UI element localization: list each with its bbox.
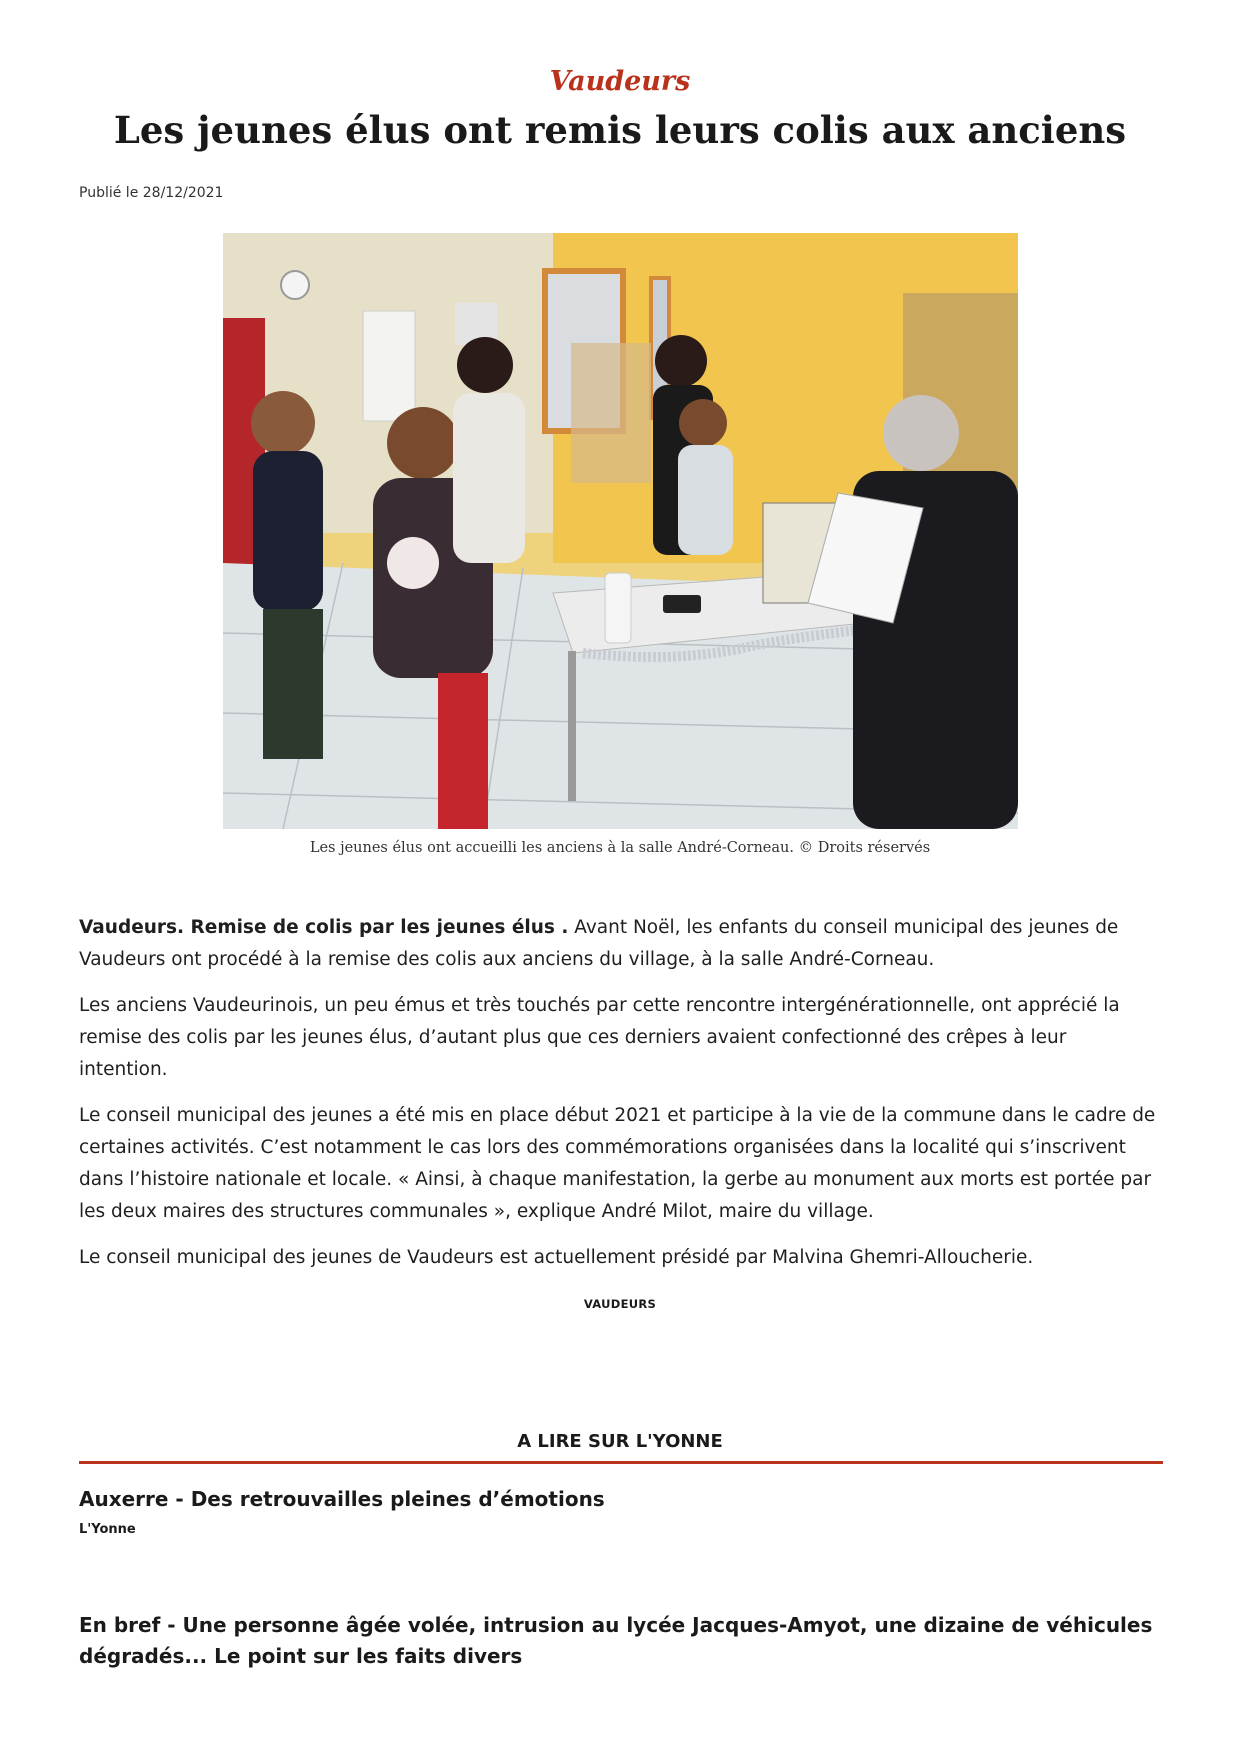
article-tag-vaudeurs[interactable]: VAUDEURS <box>583 1297 657 1311</box>
related-section-divider <box>79 1461 1163 1464</box>
related-article-source: L'Yonne <box>79 1522 136 1537</box>
lead-strong: Vaudeurs. Remise de colis par les jeunes élus . <box>79 917 569 938</box>
lead-rest: Avant Noël, les enfants du conseil municipal des jeunes de Vaudeurs ont procédé à la remise des colis aux anciens du village, à la salle André-Corneau. <box>79 917 1119 970</box>
article-title: Les jeunes élus ont remis leurs colis aux anciens <box>113 108 1127 152</box>
article-body <box>79 912 1159 1288</box>
article-paragraph-2: Les anciens Vaudeurinois, un peu émus et très touchés par cette rencontre intergénérationnelle, ont apprécié la remise des colis par les jeunes élus, d’autant plus que ces derniers avaient confectionné des crêpes à leur intention. <box>79 995 1120 1080</box>
article-paragraph-4: Le conseil municipal des jeunes de Vaudeurs est actuellement présidé par Malvina Ghemri-Alloucherie. <box>79 1247 1034 1268</box>
article-kicker[interactable]: Vaudeurs <box>549 66 691 97</box>
article-photo-illustration <box>223 233 1018 829</box>
article-lead <box>79 912 1159 976</box>
photo-caption: Les jeunes élus ont accueilli les anciens à la salle André-Corneau. © Droits réservés <box>309 840 931 856</box>
article-paragraph-3: Le conseil municipal des jeunes a été mis en place début 2021 et participe à la vie de la commune dans le cadre de certaines activités. C’est notamment le cas lors des commémorations organisées dans la localité qui s’inscrivent dans l’histoire nationale et locale. « Ainsi, à chaque manifestation, la gerbe au monument aux morts est portée par les deux maires des structures communales », explique André Milot, maire du village. <box>79 1105 1156 1222</box>
article-photo <box>223 233 1018 829</box>
publish-date: Publié le 28/12/2021 <box>79 185 224 201</box>
related-article-link[interactable]: En bref - Une personne âgée volée, intrusion au lycée Jacques-Amyot, une dizaine de véhicules dégradés... Le point sur les faits divers <box>79 1613 1153 1668</box>
related-article-link[interactable]: Auxerre - Des retrouvailles pleines d’émotions <box>79 1487 605 1511</box>
related-section-heading: A LIRE SUR L'YONNE <box>517 1431 723 1452</box>
